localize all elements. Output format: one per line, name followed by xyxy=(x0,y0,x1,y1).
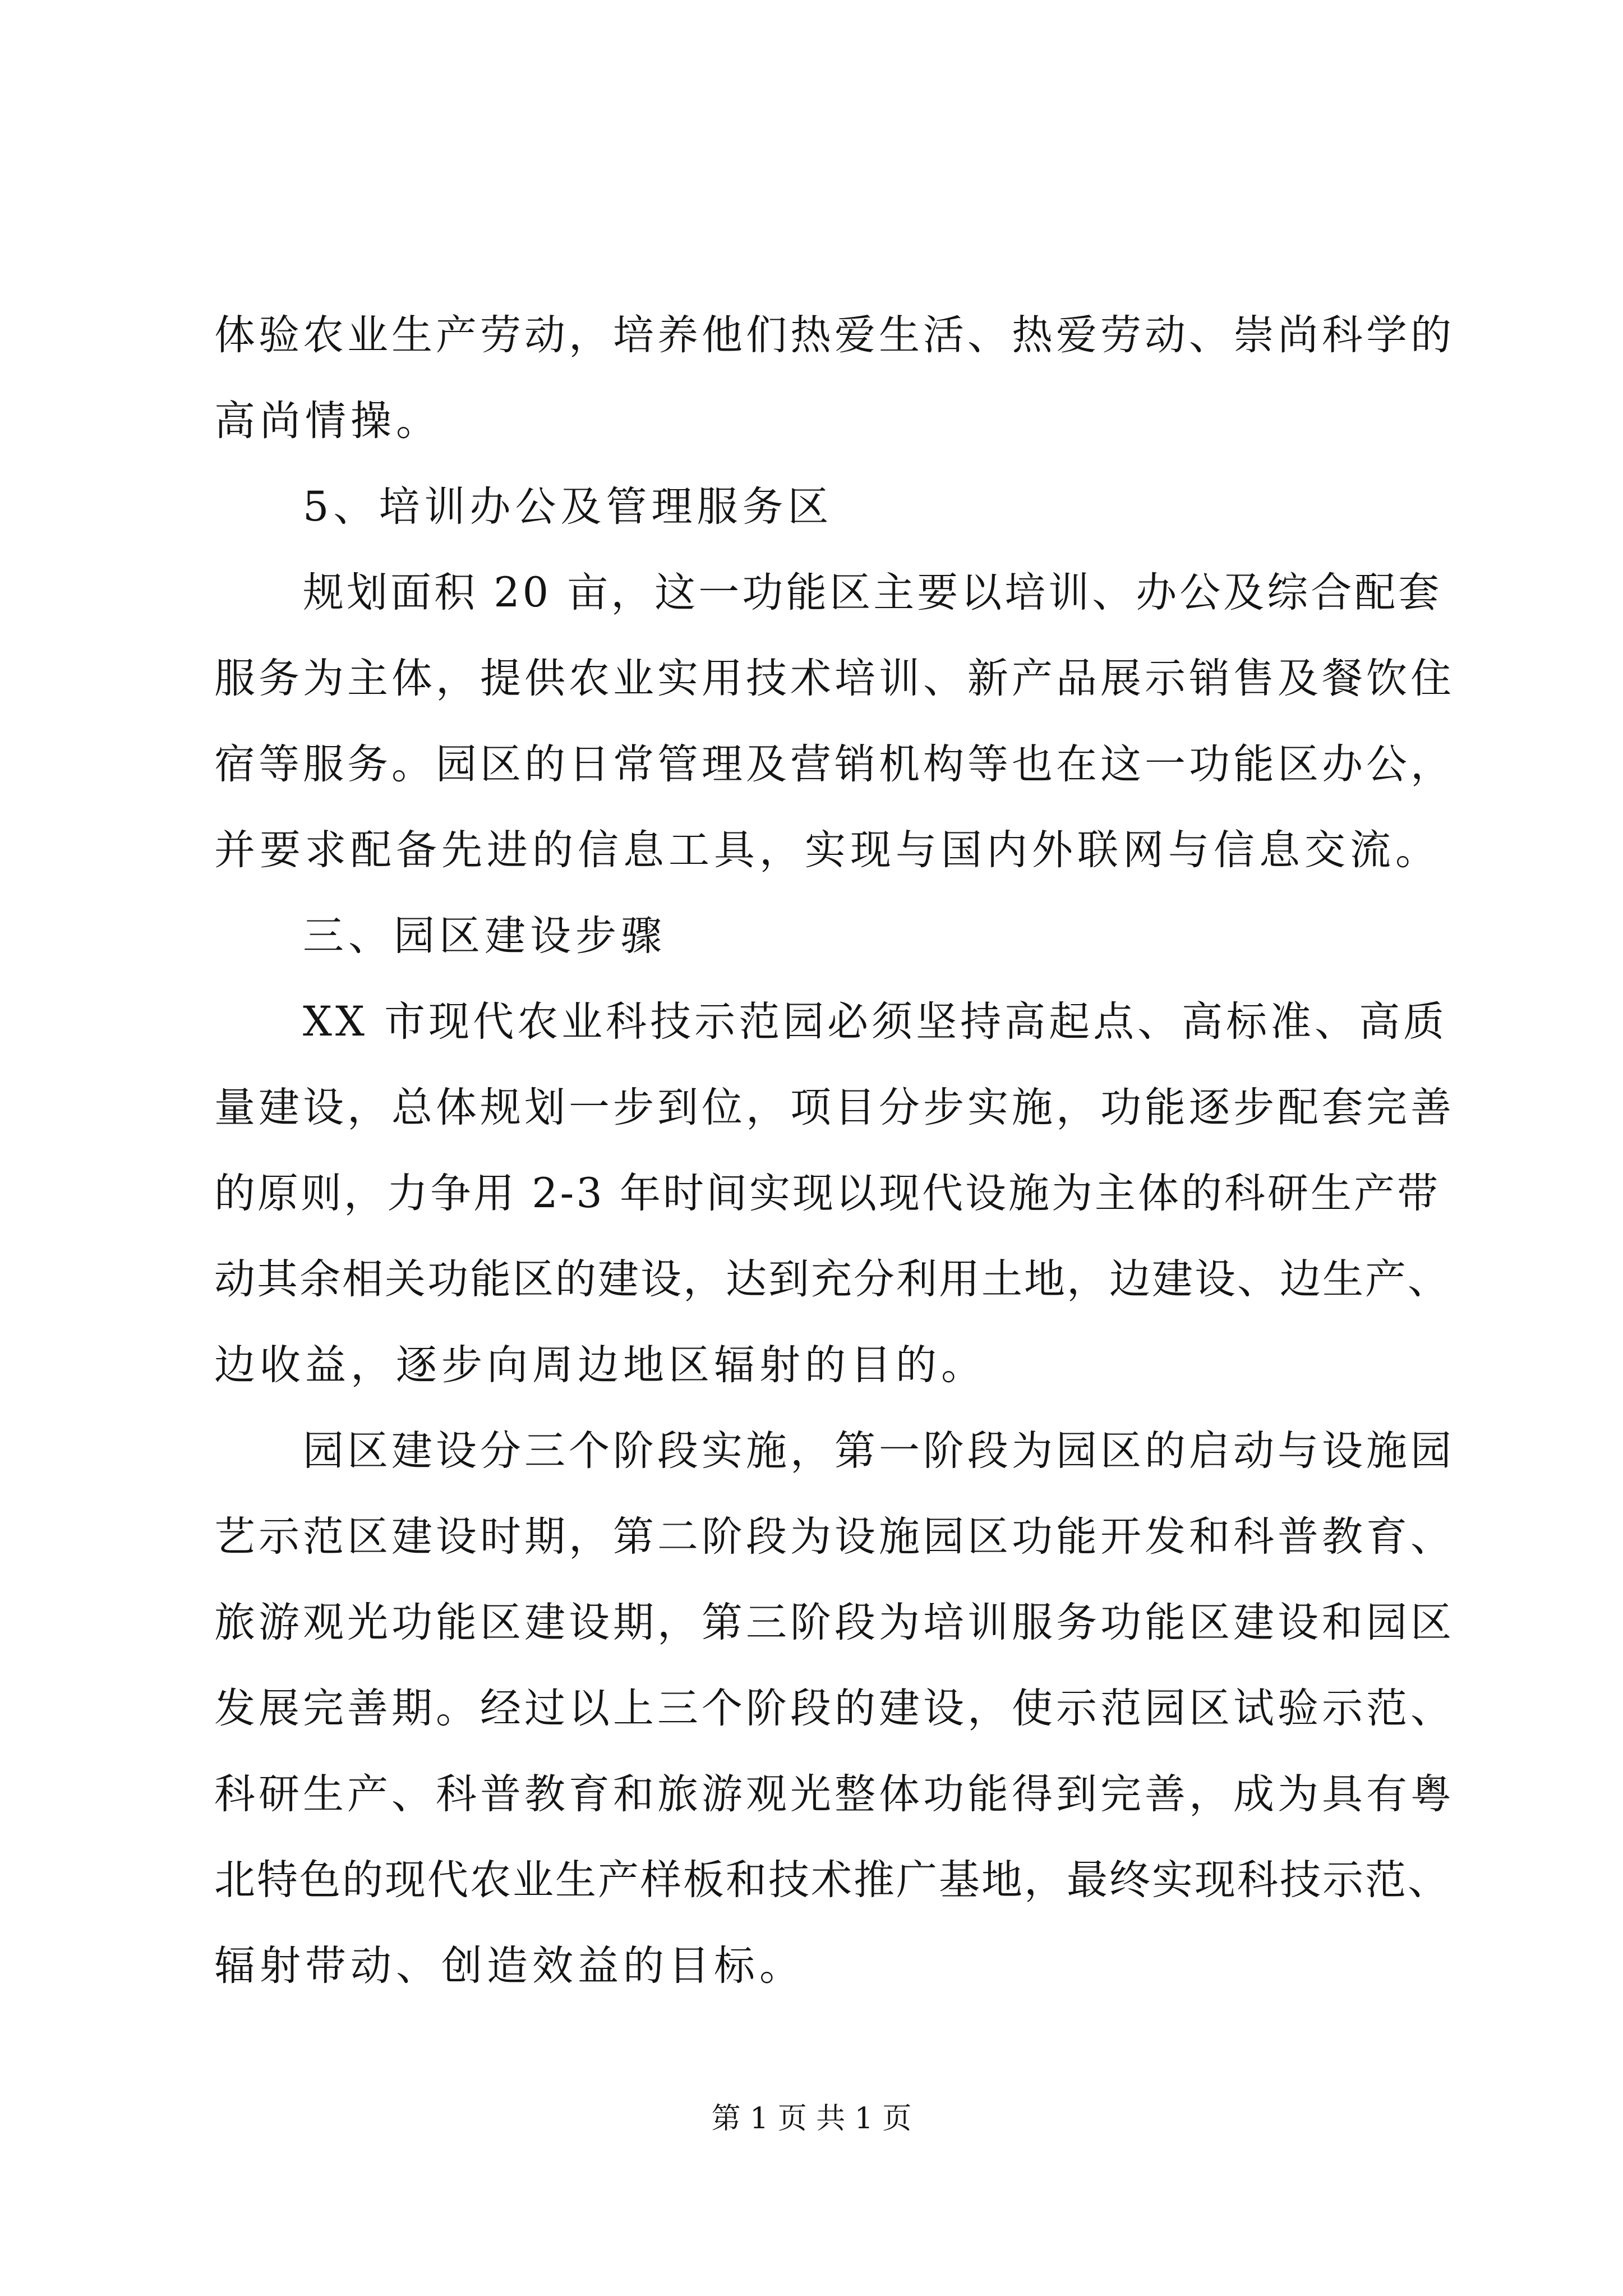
text-line: 旅游观光功能区建设期，第三阶段为培训服务功能区建设和园区 xyxy=(214,1599,1455,1646)
text-line: 宿等服务。园区的日常管理及营销机构等也在这一功能区办公， xyxy=(214,740,1455,788)
text-line: 园区建设分三个阶段实施，第一阶段为园区的启动与设施园 xyxy=(303,1427,1455,1475)
text-line: 高尚情操。 xyxy=(214,397,441,445)
text-line: 北特色的现代农业生产样板和技术推广基地，最终实现科技示范、 xyxy=(214,1856,1450,1904)
text-line: 科研生产、科普教育和旅游观光整体功能得到完善，成为具有粤 xyxy=(214,1770,1455,1818)
text-line: 辐射带动、创造效益的目标。 xyxy=(214,1942,805,1990)
text-line: 的原则，力争用 2-3 年时间实现以现代设施为主体的科研生产带 xyxy=(214,1170,1440,1217)
section-heading: 5、培训办公及管理服务区 xyxy=(303,483,833,531)
text-line: 量建设，总体规划一步到位，项目分步实施，功能逐步配套完善 xyxy=(214,1084,1455,1131)
text-line: 艺示范区建设时期，第二阶段为设施园区功能开发和科普教育、 xyxy=(214,1513,1455,1561)
text-line: XX 市现代农业科技示范园必须坚持高起点、高标准、高质 xyxy=(303,998,1448,1046)
page-footer: 第 1 页 共 1 页 xyxy=(711,2102,912,2136)
text-line: 边收益，逐步向周边地区辐射的目的。 xyxy=(214,1341,986,1389)
text-line: 体验农业生产劳动，培养他们热爱生活、热爱劳动、崇尚科学的 xyxy=(214,311,1455,359)
text-line: 服务为主体，提供农业实用技术培训、新产品展示销售及餐饮住 xyxy=(214,655,1455,702)
text-line: 动其余相关功能区的建设，达到充分利用土地，边建设、边生产、 xyxy=(214,1255,1450,1303)
text-line: 发展完善期。经过以上三个阶段的建设，使示范园区试验示范、 xyxy=(214,1685,1455,1732)
section-heading: 三、园区建设步骤 xyxy=(303,912,666,960)
text-line: 并要求配备先进的信息工具，实现与国内外联网与信息交流。 xyxy=(214,826,1441,874)
text-line: 规划面积 20 亩，这一功能区主要以培训、办公及综合配套 xyxy=(303,569,1442,616)
